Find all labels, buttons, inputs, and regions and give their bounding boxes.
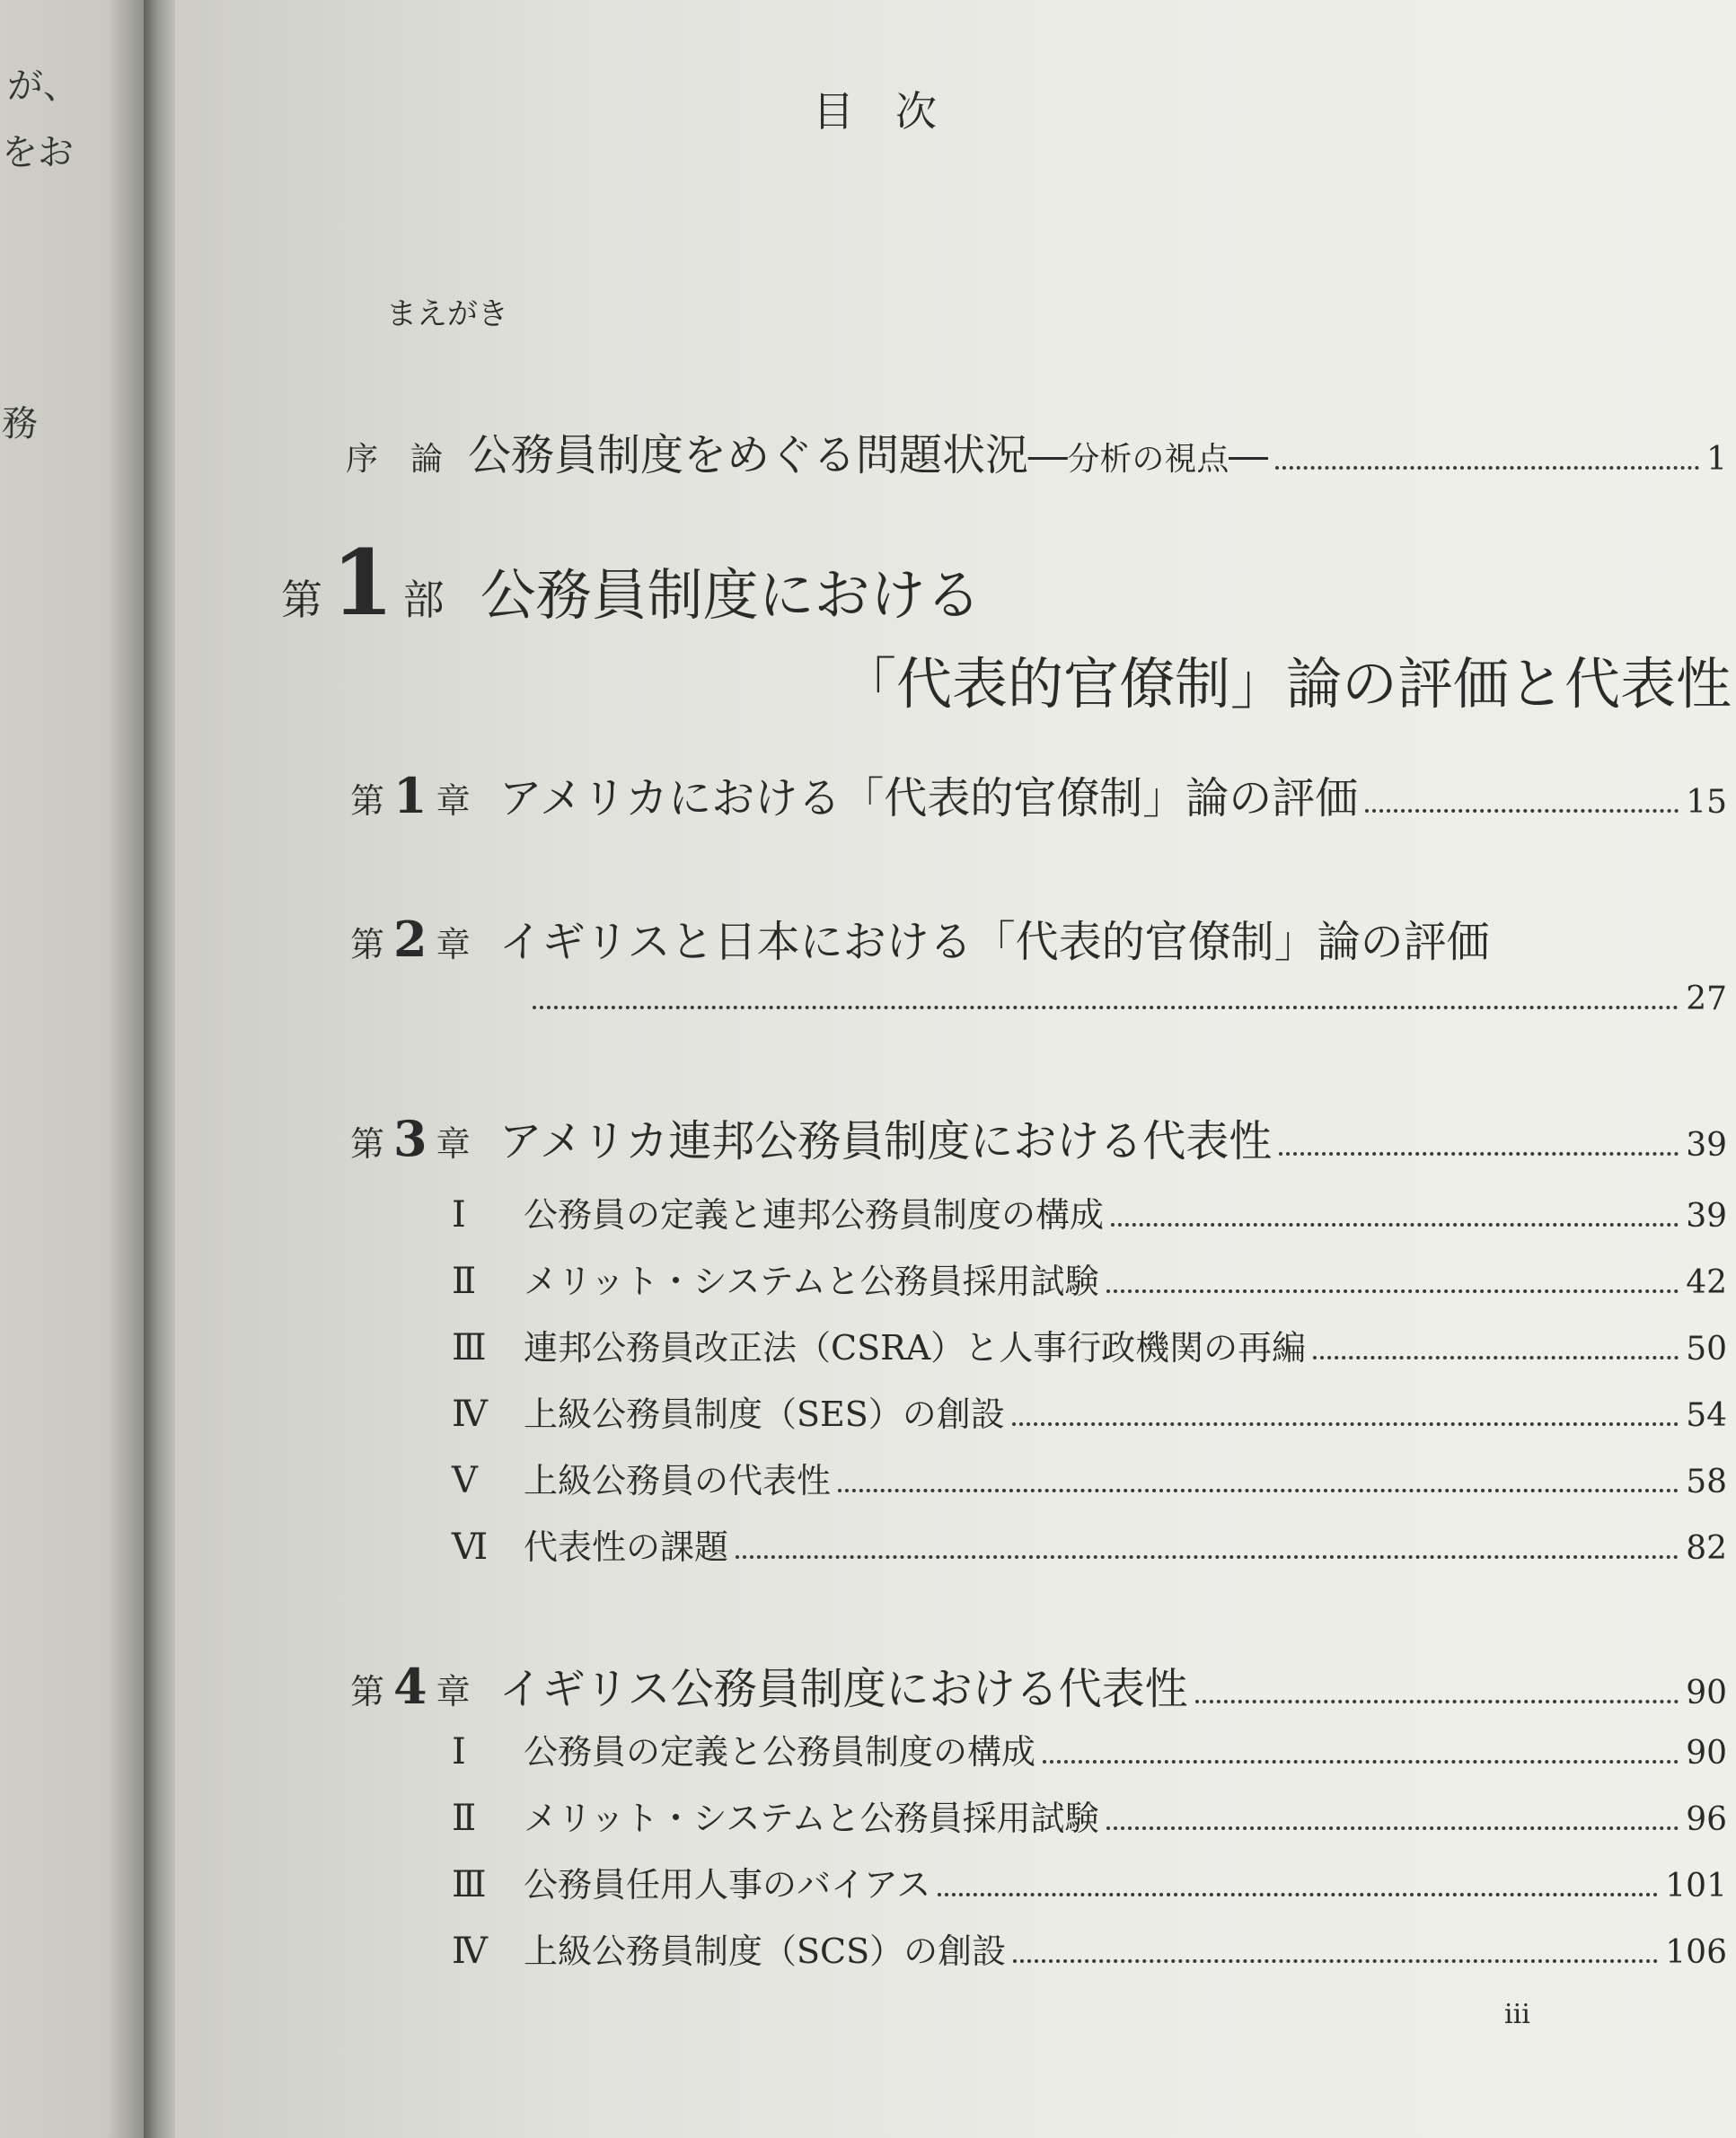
section-number: Ⅲ — [452, 1327, 487, 1368]
chapter-suffix: 章 — [436, 1124, 471, 1164]
section-number: Ⅲ — [452, 1864, 487, 1905]
leader-dots — [533, 1006, 1679, 1009]
left-page-fragment: をお — [2, 132, 74, 173]
toc-section[interactable] — [452, 1187, 1727, 1236]
part-suffix: 部 — [402, 576, 445, 624]
page-number: 82 — [1686, 1530, 1727, 1567]
page-number: 90 — [1686, 1735, 1727, 1772]
section-title: 上級公務員制度（SES）の創設 — [524, 1395, 1005, 1434]
chapter-title: イギリス公務員制度における代表性 — [498, 1664, 1188, 1714]
chapter-suffix: 章 — [436, 1672, 471, 1711]
page-number: 15 — [1686, 784, 1727, 821]
section-number: Ⅰ — [452, 1731, 466, 1773]
toc-section[interactable] — [452, 1923, 1727, 1973]
chapter-title: アメリカにおける「代表的官僚制」論の評価 — [498, 773, 1359, 823]
section-number: Ⅳ — [452, 1394, 488, 1435]
toc-section[interactable] — [452, 1453, 1727, 1502]
section-title: メリット・システムと公務員採用試験 — [524, 1262, 1099, 1301]
page-number: 27 — [1686, 981, 1727, 1017]
chapter-prefix: 第 — [350, 781, 385, 821]
chapter-prefix: 第 — [350, 925, 385, 964]
intro-subtitle: ──分析の視点── — [1028, 441, 1268, 478]
section-title: 連邦公務員改正法（CSRA）と人事行政機関の再編 — [524, 1328, 1307, 1368]
left-page-fragment: 務 — [2, 403, 38, 444]
chapter-suffix: 章 — [436, 925, 471, 964]
left-page — [0, 0, 153, 2138]
chapter-title: イギリスと日本における「代表的官僚制」論の評価 — [498, 917, 1490, 967]
page-number: 39 — [1686, 1127, 1727, 1164]
page-number: 42 — [1686, 1264, 1727, 1301]
leader-dots — [1313, 1356, 1679, 1359]
toc-chapter-1[interactable] — [350, 763, 1727, 825]
intro-label: 序 論 — [346, 441, 444, 478]
section-title: 上級公務員の代表性 — [524, 1461, 832, 1500]
toc-section[interactable] — [452, 1254, 1727, 1303]
toc-page — [175, 0, 1736, 2138]
toc-chapter-4[interactable] — [350, 1654, 1727, 1716]
intro-title: 公務員制度をめぐる問題状況 — [468, 430, 1029, 480]
leader-dots — [1106, 1826, 1679, 1830]
toc-heading: 目 次 — [813, 87, 937, 136]
section-number: Ⅱ — [452, 1798, 477, 1839]
toc-section[interactable] — [452, 1519, 1727, 1569]
chapter-prefix: 第 — [350, 1124, 385, 1164]
chapter-number: 2 — [393, 911, 427, 968]
left-page-fragment: が、 — [7, 66, 79, 107]
part-prefix: 第 — [281, 576, 322, 624]
section-title: 公務員の定義と公務員制度の構成 — [524, 1732, 1036, 1772]
section-title: メリット・システムと公務員採用試験 — [524, 1799, 1099, 1838]
page-number: 54 — [1686, 1397, 1727, 1434]
page-number: 1 — [1706, 441, 1727, 478]
page-folio: iii — [1504, 1999, 1530, 2030]
toc-preface: まえがき — [386, 296, 508, 332]
section-title: 公務員の定義と連邦公務員制度の構成 — [524, 1195, 1105, 1235]
leader-dots — [1012, 1422, 1679, 1426]
page-number: 101 — [1665, 1868, 1727, 1905]
chapter-number: 3 — [393, 1110, 427, 1167]
toc-chapter-3[interactable] — [350, 1106, 1727, 1168]
section-title: 上級公務員制度（SCS）の創設 — [524, 1931, 1007, 1971]
chapter-suffix: 章 — [436, 781, 471, 821]
leader-dots — [838, 1489, 1679, 1492]
page-number: 96 — [1686, 1801, 1727, 1838]
chapter-number: 4 — [393, 1658, 427, 1715]
toc-section[interactable] — [452, 1724, 1727, 1773]
leader-dots — [1106, 1289, 1679, 1293]
leader-dots — [1275, 466, 1699, 470]
chapter-number: 1 — [393, 767, 427, 824]
chapter-prefix: 第 — [350, 1672, 385, 1711]
part-title-line2: 「代表的官僚制」論の評価と代表性 — [840, 651, 1732, 717]
chapter-title: アメリカ連邦公務員制度における代表性 — [498, 1116, 1273, 1166]
section-number: Ⅴ — [452, 1460, 478, 1501]
page-number: 90 — [1686, 1675, 1727, 1711]
leader-dots — [1279, 1152, 1679, 1156]
section-number: Ⅳ — [452, 1931, 488, 1972]
section-number: Ⅰ — [452, 1194, 466, 1236]
leader-dots — [1195, 1700, 1679, 1703]
toc-section[interactable] — [452, 1857, 1727, 1906]
toc-section[interactable] — [452, 1320, 1727, 1369]
leader-dots — [1013, 1959, 1658, 1963]
part-number: 1 — [331, 530, 394, 636]
section-number: Ⅵ — [452, 1527, 489, 1568]
book-gutter — [144, 0, 180, 2138]
leader-dots — [1365, 809, 1679, 813]
toc-chapter-2[interactable] — [350, 907, 1490, 969]
leader-dots — [736, 1555, 1679, 1559]
leader-dots — [1043, 1760, 1679, 1764]
toc-section[interactable] — [452, 1790, 1727, 1840]
page-number: 39 — [1686, 1198, 1727, 1235]
section-title: 代表性の課題 — [524, 1527, 729, 1567]
toc-intro-entry[interactable] — [346, 420, 1727, 482]
toc-section[interactable] — [452, 1386, 1727, 1436]
page-number: 50 — [1686, 1331, 1727, 1368]
toc-chapter-2-leader — [525, 981, 1727, 1018]
page-number: 58 — [1686, 1464, 1727, 1500]
leader-dots — [1111, 1223, 1679, 1227]
part1-heading[interactable] — [281, 530, 982, 636]
section-number: Ⅱ — [452, 1261, 477, 1302]
section-title: 公務員任用人事のバイアス — [524, 1865, 931, 1905]
part-title-line1: 公務員制度における — [480, 562, 982, 628]
leader-dots — [938, 1893, 1658, 1896]
page-number: 106 — [1665, 1934, 1727, 1971]
